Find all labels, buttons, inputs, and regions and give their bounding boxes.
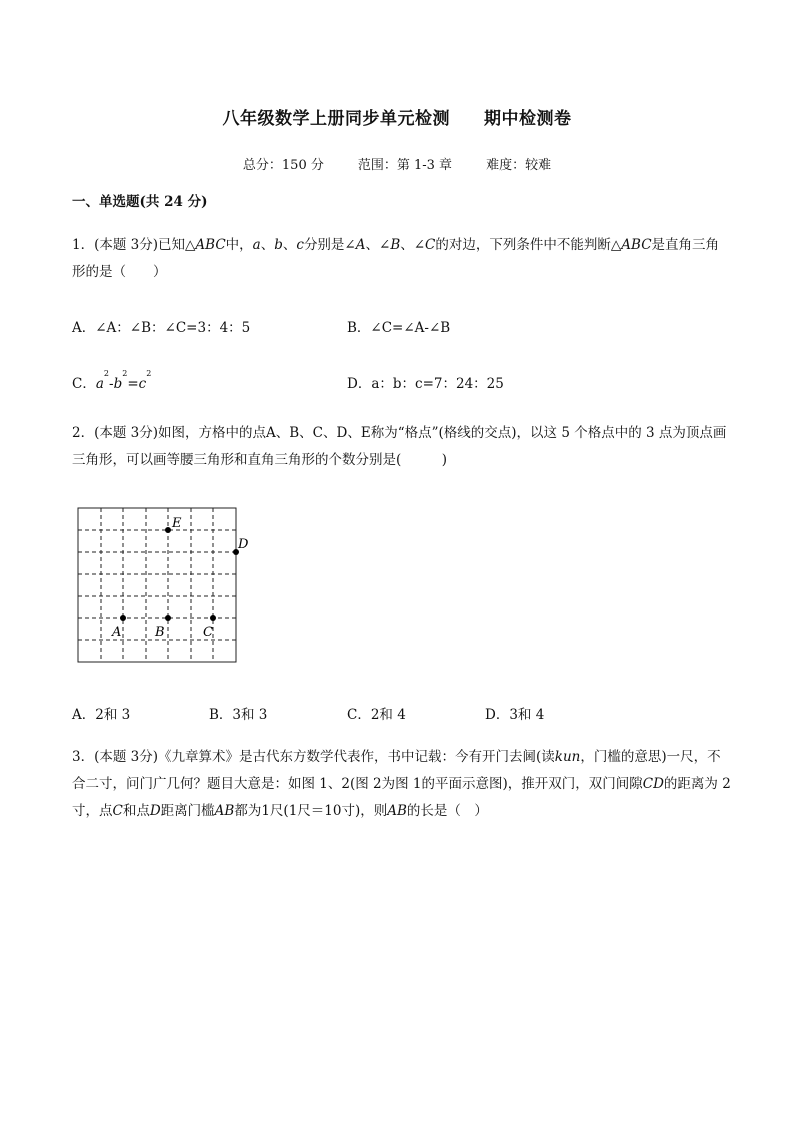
exam-subtitle: 期中检测卷 xyxy=(484,109,572,129)
q2-option-b: B．3和 3 xyxy=(209,707,268,723)
exam-info xyxy=(0,154,794,173)
q2-option-a: A．2和 3 xyxy=(72,707,131,723)
point-a xyxy=(120,615,126,621)
q2-option-d: D．3和 4 xyxy=(485,707,545,723)
label-a: A xyxy=(112,625,122,640)
total-score: 总分：150 分 xyxy=(242,158,324,173)
q1-option-c: C．$a^2-b^2=c^2$ xyxy=(72,369,152,392)
question-3: 3．(本题 3分)《九章算术》是古代东方数学代表作，书中记载：今有开门去阃(读kun，门槛的意思)一尺，不合二寸，问门广几何？题目大意是：如图 1、2(图 2为图 1的平面示意图)，推开双门，双门间隙CD的距离为 2 寸，点C和点D距离门槛AB都为1尺(1尺＝10寸)，则AB的长是（ ） xyxy=(72,749,731,819)
point-b xyxy=(165,615,171,621)
question-1: 1．(本题 3分)已知△ABC中，a、b、c分别是∠A、∠B、∠C的对边，下列条件中不能判断△ABC是直角三角形的是（ ） xyxy=(72,237,720,280)
q1-option-a: A．∠A：∠B：∠C=3：4：5 xyxy=(72,320,251,336)
point-e xyxy=(165,527,171,533)
label-d: D xyxy=(238,537,249,552)
label-e: E xyxy=(172,516,182,531)
point-c xyxy=(210,615,216,621)
question-2: 2．(本题 3分)如图，方格中的点A、B、C、D、E称为“格点”(格线的交点)，以这 5 个格点中的 3 点为顶点画三角形，可以画等腰三角形和直角三角形的个数分别是( ) xyxy=(72,425,727,468)
q2-option-c: C．2和 4 xyxy=(347,707,406,723)
exam-title: 八年级数学上册同步单元检测 xyxy=(222,109,450,129)
section-heading: 一、单选题(共 24 分) xyxy=(72,194,208,210)
q1-option-d: D．a：b：c=7：24：25 xyxy=(347,376,504,392)
q1-option-b: B．∠C=∠A-∠B xyxy=(347,320,451,336)
label-b: B xyxy=(155,625,165,640)
label-c: C xyxy=(203,625,213,640)
grid-figure xyxy=(70,500,250,670)
difficulty: 难度：较难 xyxy=(486,158,552,173)
page-title xyxy=(0,104,794,129)
chapter-range: 范围：第 1-3 章 xyxy=(357,158,453,173)
